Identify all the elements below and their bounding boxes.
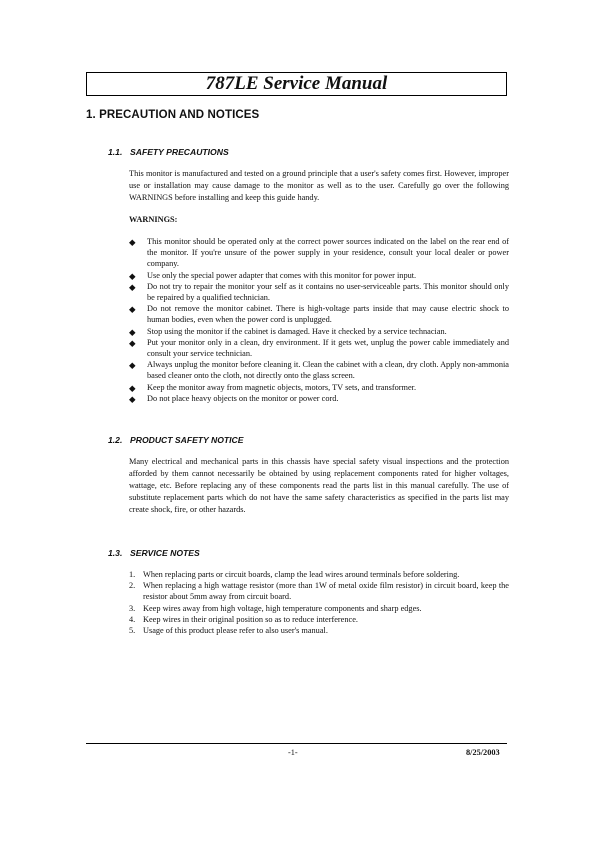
list-item (129, 303, 509, 325)
heading-number: 1.2. (108, 435, 123, 445)
item-number: 4. (129, 614, 136, 624)
list-item (129, 281, 509, 303)
footer-divider (86, 743, 507, 744)
service-notes-heading (108, 548, 200, 558)
warnings-list (129, 236, 509, 404)
product-safety-heading (108, 435, 243, 445)
list-item (129, 569, 509, 580)
list-item (129, 382, 509, 393)
item-number: 3. (129, 603, 136, 613)
heading-text: SAFETY PRECAUTIONS (130, 147, 229, 157)
diamond-bullet-icon: ◆ (129, 281, 136, 292)
diamond-bullet-icon: ◆ (129, 360, 136, 371)
item-number: 1. (129, 570, 136, 579)
footer-date: 8/25/2003 (466, 748, 500, 757)
document-title-box (86, 72, 507, 96)
warning-text: Stop using the monitor if the cabinet is damaged. Have it checked by a service technacian. (147, 326, 447, 336)
item-number: 2. (129, 581, 136, 591)
document-title: 787LE Service Manual (205, 73, 388, 94)
note-text: When replacing parts or circuit boards, clamp the lead wires around terminals before soldering. (143, 570, 460, 579)
note-text: Keep wires away from high voltage, high temperature components and sharp edges. (143, 603, 422, 613)
list-item (129, 603, 509, 614)
safety-precautions-heading (108, 147, 229, 157)
list-item (129, 614, 509, 625)
warning-text: Use only the special power adapter that comes with this monitor for power input. (147, 270, 417, 280)
item-number: 5. (129, 626, 136, 636)
diamond-bullet-icon: ◆ (129, 237, 136, 247)
diamond-bullet-icon: ◆ (129, 326, 136, 337)
heading-number: 1.3. (108, 548, 123, 558)
heading-text: SERVICE NOTES (130, 548, 200, 558)
diamond-bullet-icon: ◆ (129, 382, 136, 393)
warning-text: Put your monitor only in a clean, dry environment. If it gets wet, unplug the power cable immediately and consult your service technician. (147, 337, 509, 359)
product-safety-paragraph: Many electrical and mechanical parts in this chassis have special safety visual inspections and the protection afforded by them cannot necessarily be obtained by using replacement components rated for higher voltages, wattage, etc. Before replacing any of these components read the parts list in this manual carefully. The use of substitute replacement parts which do not have the same safety characteristics as specified in the parts list may create shock, fire, or other hazards. (129, 457, 509, 514)
list-item (129, 236, 509, 270)
list-item (129, 359, 509, 381)
service-notes-list (129, 569, 509, 636)
safety-intro-paragraph: This monitor is manufactured and tested on a ground principle that a user's safety comes first. However, improper use or installation may cause damage to the monitor as well as to the user. Carefully go over the following WARNINGS before installing and keep this guide handy. (129, 169, 509, 202)
list-item (129, 326, 509, 337)
list-item (129, 580, 509, 602)
diamond-bullet-icon: ◆ (129, 304, 136, 315)
list-item (129, 270, 509, 281)
note-text: Keep wires in their original position so as to reduce interference. (143, 614, 358, 624)
page-number: -1- (288, 748, 298, 757)
warnings-label: WARNINGS: (129, 215, 178, 224)
note-text: Usage of this product please refer to also user's manual. (143, 626, 328, 636)
note-text: When replacing a high wattage resistor (more than 1W of metal oxide film resistor) in circuit board, keep the resistor about 5mm away from circuit board. (143, 581, 509, 602)
diamond-bullet-icon: ◆ (129, 393, 136, 404)
warning-text: Keep the monitor away from magnetic objects, motors, TV sets, and transformer. (147, 382, 417, 392)
warning-text: Do not try to repair the monitor your self as it contains no user-serviceable parts. This monitor should only be repaired by a qualified technician. (147, 281, 509, 303)
heading-number: 1.1. (108, 147, 123, 157)
diamond-bullet-icon: ◆ (129, 270, 136, 281)
heading-text: PRODUCT SAFETY NOTICE (130, 435, 244, 445)
diamond-bullet-icon: ◆ (129, 337, 136, 348)
list-item (129, 393, 509, 404)
warning-text: Always unplug the monitor before cleaning it. Clean the cabinet with a clean, dry cloth. Apply non-ammonia based cleaner onto the cloth, not directly onto the glass screen. (147, 360, 509, 381)
list-item (129, 625, 509, 636)
warning-text: Do not place heavy objects on the monitor or power cord. (147, 393, 339, 403)
list-item (129, 337, 509, 359)
warning-text: Do not remove the monitor cabinet. There is high-voltage parts inside that may cause electric shock to human bodies, even when the power cord is unplugged. (147, 304, 509, 325)
section-heading: 1. PRECAUTION AND NOTICES (86, 109, 260, 121)
warning-text: This monitor should be operated only at the correct power sources indicated on the label on the rear end of the monitor. If you're unsure of the power supply in your residence, consult your local dealer or power company. (147, 237, 509, 269)
